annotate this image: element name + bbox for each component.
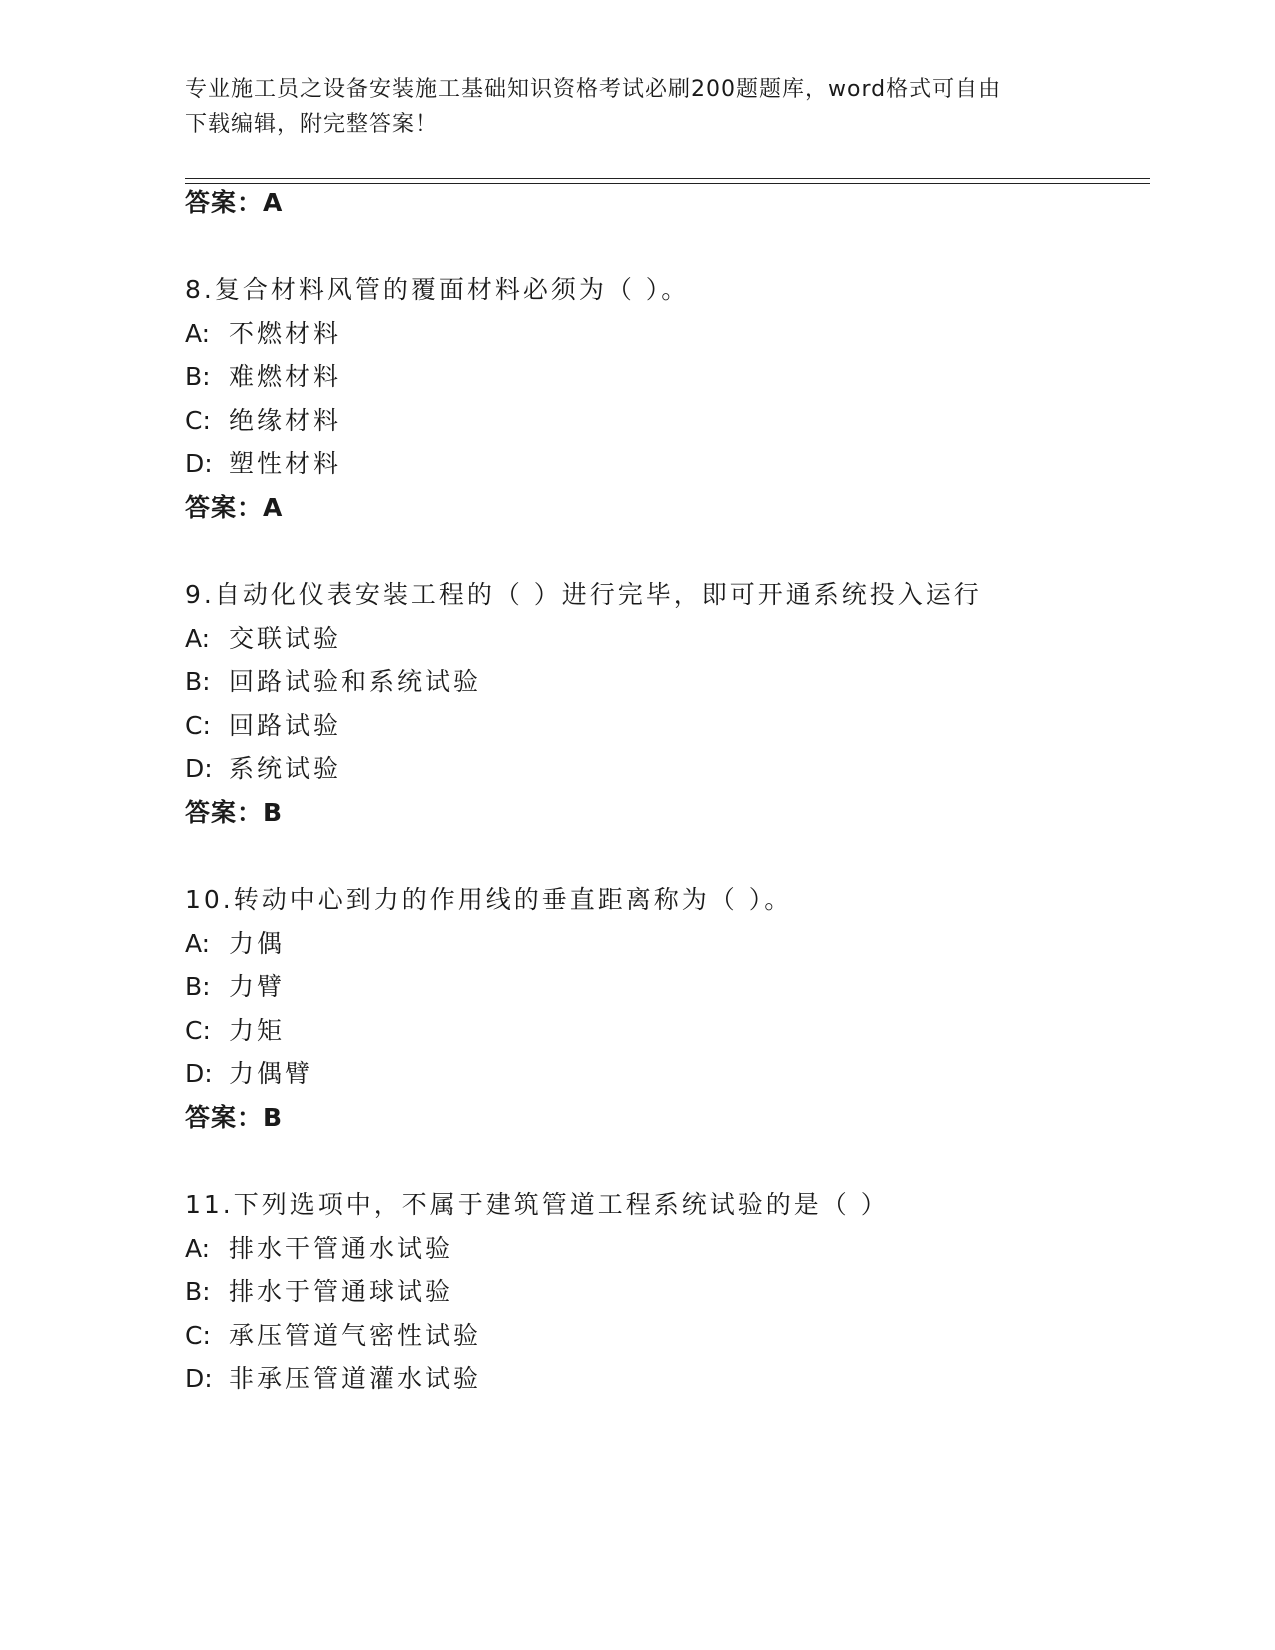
option-item [185, 404, 341, 438]
option-text: 排水于管通球试验 [229, 1277, 454, 1306]
option-text: 力臂 [229, 972, 286, 1001]
question-stem: 11.下列选项中，不属于建筑管道工程系统试验的是（ ） [185, 1190, 889, 1219]
document-header [185, 72, 1085, 142]
option-item [185, 360, 341, 394]
option-key: C: [185, 406, 211, 435]
option-key: D: [185, 1059, 213, 1088]
option-key: D: [185, 449, 213, 478]
option-text: 力矩 [229, 1016, 286, 1045]
header-line-1: 专业施工员之设备安装施工基础知识资格考试必刷200题题库，word格式可自由 [185, 77, 1002, 102]
option-item [185, 927, 285, 961]
option-text: 塑性材料 [229, 449, 342, 478]
option-text: 不燃材料 [229, 319, 342, 348]
option-item [185, 752, 341, 786]
option-key: D: [185, 1364, 213, 1393]
question-stem: 10.转动中心到力的作用线的垂直距离称为（ ）。 [185, 885, 793, 914]
option-text: 系统试验 [229, 754, 342, 783]
option-text: 承压管道气密性试验 [229, 1321, 482, 1350]
option-key: B: [185, 972, 211, 1001]
previous-answer: 答案：A [185, 188, 284, 217]
option-key: B: [185, 362, 211, 391]
option-item [185, 447, 341, 481]
option-item [185, 665, 481, 699]
header-divider-top [185, 178, 1150, 179]
option-text: 绝缘材料 [229, 406, 342, 435]
option-text: 排水干管通水试验 [229, 1234, 454, 1263]
option-key: A: [185, 624, 211, 653]
option-item [185, 1319, 481, 1353]
option-item [185, 1014, 285, 1048]
option-key: A: [185, 1234, 211, 1263]
option-item [185, 1232, 453, 1266]
option-key: A: [185, 319, 211, 348]
question-stem: 9.自动化仪表安装工程的（ ）进行完毕，即可开通系统投入运行 [185, 580, 982, 609]
answer-line: 答案：B [185, 1103, 284, 1132]
option-item [185, 970, 285, 1004]
option-key: C: [185, 1016, 211, 1045]
option-key: B: [185, 667, 211, 696]
answer-line: 答案：A [185, 493, 284, 522]
option-key: D: [185, 754, 213, 783]
option-item [185, 1057, 313, 1091]
option-item [185, 317, 341, 351]
option-key: C: [185, 711, 211, 740]
option-text: 交联试验 [229, 624, 342, 653]
option-text: 难燃材料 [229, 362, 342, 391]
header-line-2: 下载编辑，附完整答案！ [185, 112, 439, 137]
option-text: 回路试验和系统试验 [229, 667, 482, 696]
option-text: 力偶臂 [229, 1059, 314, 1088]
answer-line: 答案：B [185, 798, 284, 827]
option-key: A: [185, 929, 211, 958]
option-item [185, 622, 341, 656]
question-stem: 8.复合材料风管的覆面材料必须为（ ）。 [185, 275, 690, 304]
option-key: B: [185, 1277, 211, 1306]
header-divider-bottom [185, 183, 1150, 184]
option-text: 力偶 [229, 929, 286, 958]
option-item [185, 709, 341, 743]
option-item [185, 1275, 453, 1309]
option-item [185, 1362, 481, 1396]
option-text: 回路试验 [229, 711, 342, 740]
option-text: 非承压管道灌水试验 [229, 1364, 482, 1393]
option-key: C: [185, 1321, 211, 1350]
